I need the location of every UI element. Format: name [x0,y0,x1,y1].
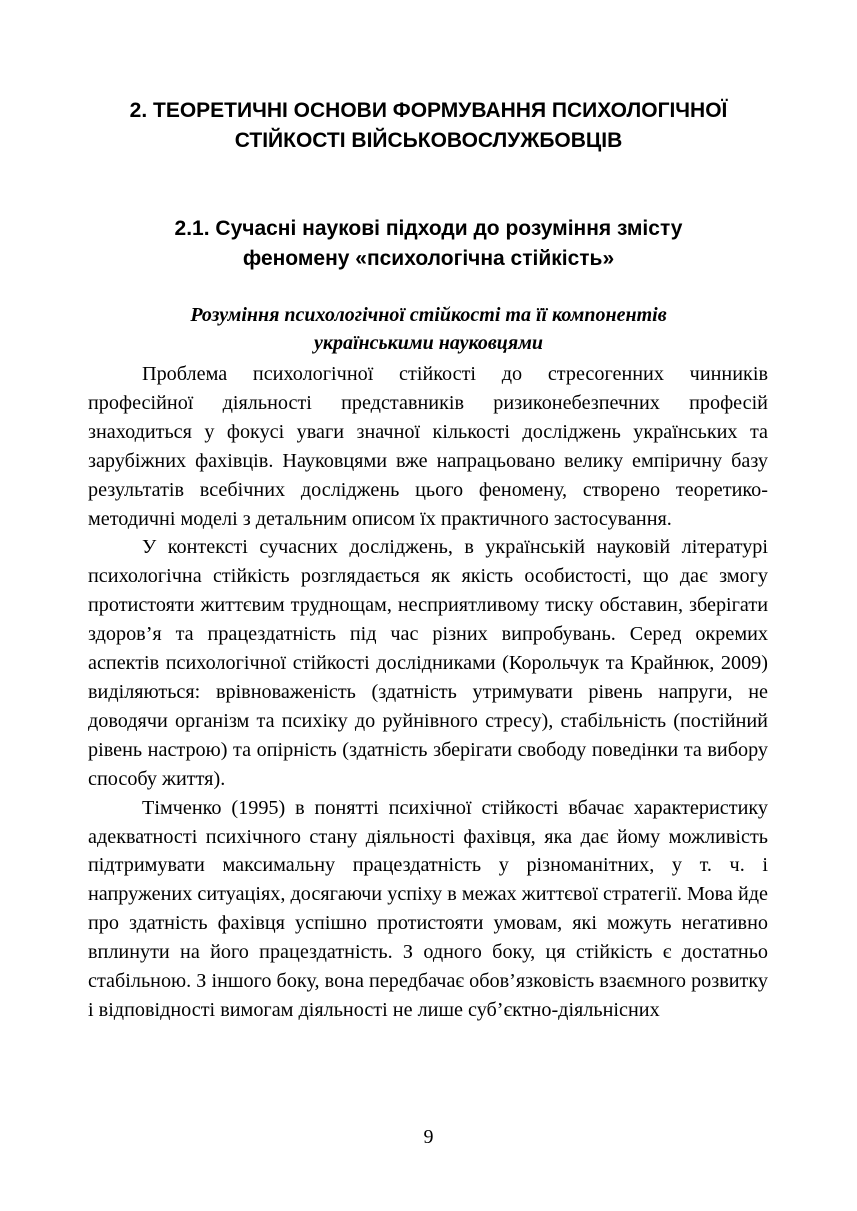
paragraph-1: Проблема психологічної стійкості до стресогенних чинників професійної діяльності представників ризиконебезпечних професій знаходиться у фокусі уваги значної кількості досліджень українських та зарубіжних фахівців. Науковцями вже напрацьовано велику емпіричну базу результатів всебічних досліджень цього феномену, створено теоретико-методичні моделі з детальним описом їх практичного застосування. [88,363,768,530]
chapter-title-line-1: 2. ТЕОРЕТИЧНІ ОСНОВИ ФОРМУВАННЯ ПСИХОЛОГІЧНОЇ [129,99,728,122]
subsection-title-line-1: Розуміння психологічної стійкості та її компонентів [190,304,667,326]
section-title-line-2: феномену «психологічна стійкість» [242,247,615,270]
chapter-title-line-2: СТІЙКОСТІ ВІЙСЬКОВОСЛУЖБОВЦІВ [234,129,623,152]
section-title [60,214,797,274]
body-text [88,360,768,1025]
section-title-line-1: 2.1. Сучасні наукові підходи до розуміння змісту [174,217,683,240]
subsection-title-line-2: українськими науковцями [313,332,544,354]
paragraph-3: Тімченко (1995) в понятті психічної стійкості вбачає характеристику адекватності психічного стану діяльності фахівця, яка дає йому можливість підтримувати максимальну працездатність у різноманітних, у т. ч. і напружених ситуаціях, досягаючи успіху в межах життєвої стратегії. Мова йде про здатність фахівця успішно протистояти умовам, які можуть негативно вплинути на його працездатність. З одного боку, ця стійкість є достатньо стабільною. З іншого боку, вона передбачає обов’язковість взаємного розвитку і відповідності вимогам діяльності не лише суб’єктно-діяльнісних [88,796,768,1021]
paragraph-2: У контексті сучасних досліджень, в українській науковій літературі психологічна стійкість розглядається як якість особистості, що дає змогу протистояти життєвим труднощам, несприятливому тиску обставин, зберігати здоров’я та працездатність під час різних випробувань. Серед окремих аспектів психологічної стійкості дослідниками (Корольчук та Крайнюк, 2009) виділяються: врівноваженість (здатність утримувати рівень напруги, не доводячи організм та психіку до руйнівного стресу), стабільність (постійний рівень настрою) та опірність (здатність зберігати свободу поведінки та вибору способу життя). [88,536,768,790]
chapter-title [60,96,797,156]
page-number: 9 [423,1126,434,1148]
subsection-title [60,301,797,357]
